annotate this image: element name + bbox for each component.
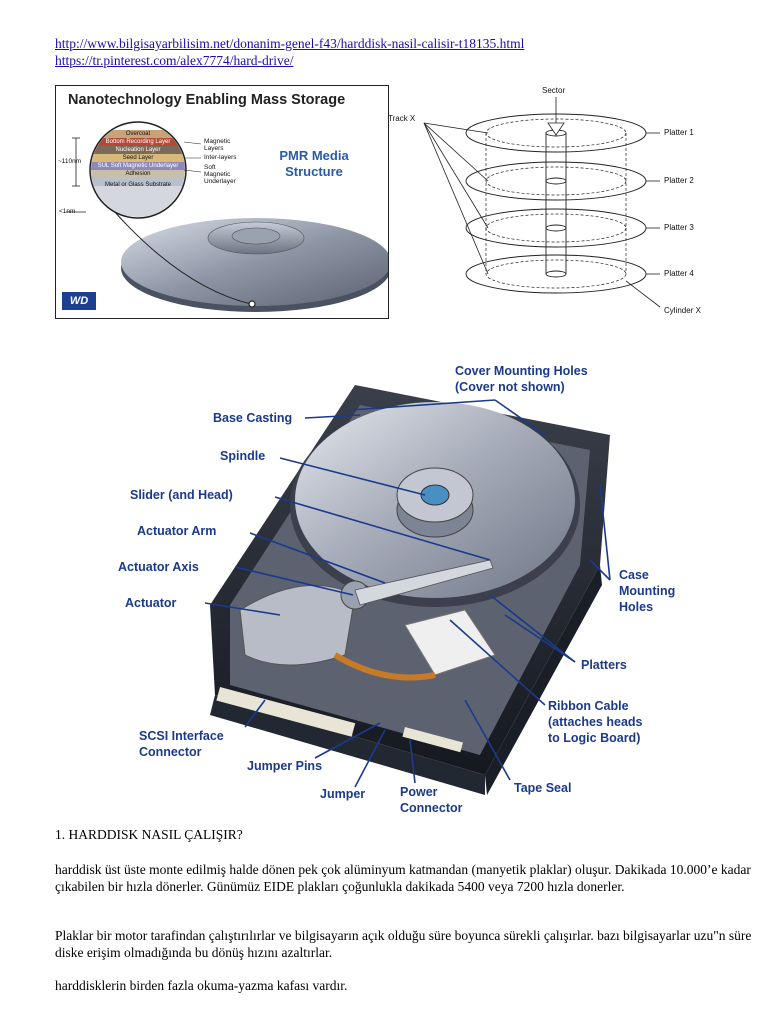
thickness-110nm-label: ~110nm	[58, 158, 82, 165]
label-scsi-interface-connector: SCSI Interface Connector	[139, 729, 224, 759]
source-link-1[interactable]: http://www.bilgisayarbilisim.net/donanim-genel-f43/harddisk-nasil-calisir-t18135.html	[55, 36, 525, 51]
platter-1-label: Platter 1	[664, 128, 694, 137]
track-label: Track X	[388, 114, 416, 123]
sector-label: Sector	[542, 86, 566, 95]
wd-logo: WD	[62, 292, 96, 310]
paragraph-3: harddisklerin birden fazla okuma-yazma kafası vardır.	[55, 978, 348, 993]
paragraph-1: harddisk üst üste monte edilmiş halde dönen pek çok alüminyum katmandan (manyetik plaklar) oluşur. Dakikada 10.000’e kadar çıkabilen bir hızla dönerler. Günümüz EIDE plakları çoğunlukla dakikada 5400 veya 7200 hızla donerler.	[55, 862, 751, 894]
label-slider-and-head: Slider (and Head)	[130, 488, 233, 502]
platter-3-label: Platter 3	[664, 223, 694, 232]
layer-label-adhesion: Adhesion	[125, 171, 151, 177]
pmr-media-figure	[55, 85, 389, 319]
label-actuator: Actuator	[125, 596, 177, 610]
label-case-mounting-holes: Case Mounting Holes	[619, 568, 676, 614]
platter-diagram	[388, 85, 736, 320]
soft-underlayer-label: Soft Magnetic Underlayer	[204, 164, 236, 185]
label-ribbon-cable: Ribbon Cable (attaches heads to Logic Board)	[548, 699, 643, 745]
layer-label-recording: Bottom Recording Layer	[105, 139, 171, 145]
inter-layers-label: Inter-layers	[204, 154, 237, 161]
paragraph-2: Plaklar bir motor tarafindan çalıştırılırlar ve bilgisayarın açık olduğu süre boyunca sürekli çalışırlar. bazı bilgisayarlar uzu"n süre diske erişim olmadığında bu dönüş hızını azaltırlar.	[55, 928, 752, 960]
label-spindle: Spindle	[220, 449, 266, 463]
label-jumper-pins: Jumper Pins	[247, 759, 323, 773]
layer-label-overcoat: Overcoat	[125, 131, 151, 137]
label-platters: Platters	[581, 658, 627, 672]
hard-drive-anatomy-figure	[105, 355, 676, 820]
layer-label-seed: Seed Layer	[122, 155, 154, 161]
layer-label-sul: SUL Soft Magnetic Underlayer	[97, 163, 179, 169]
label-power-connector: Power Connector	[400, 785, 463, 815]
label-actuator-arm: Actuator Arm	[137, 524, 217, 538]
pmr-figure-title: Nanotechnology Enabling Mass Storage	[68, 92, 346, 108]
platter-2-label: Platter 2	[664, 176, 694, 185]
platter-diagram-lines	[388, 85, 736, 320]
layer-label-nucleation: Nucleation Layer	[115, 147, 161, 153]
source-link-2[interactable]: https://tr.pinterest.com/alex7774/hard-drive/	[55, 53, 294, 68]
label-base-casting: Base Casting	[213, 411, 293, 425]
pmr-media-label: PMR Media Structure	[279, 148, 349, 179]
section-heading: 1. HARDDISK NASIL ÇALIŞIR?	[55, 827, 243, 842]
cylinder-label: Cylinder X	[664, 306, 701, 315]
thickness-1nm-label: <1nm	[59, 208, 76, 215]
label-cover-mounting-holes: Cover Mounting Holes (Cover not shown)	[455, 364, 588, 394]
magnetic-layers-label: Magnetic Layers	[204, 138, 231, 152]
platter-4-label: Platter 4	[664, 269, 694, 278]
layer-label-substrate: Metal or Glass Substrate	[104, 182, 172, 188]
label-tape-seal: Tape Seal	[514, 781, 572, 795]
label-actuator-axis: Actuator Axis	[118, 560, 199, 574]
label-jumper: Jumper	[320, 787, 366, 801]
pmr-disk-illustration	[56, 86, 388, 318]
